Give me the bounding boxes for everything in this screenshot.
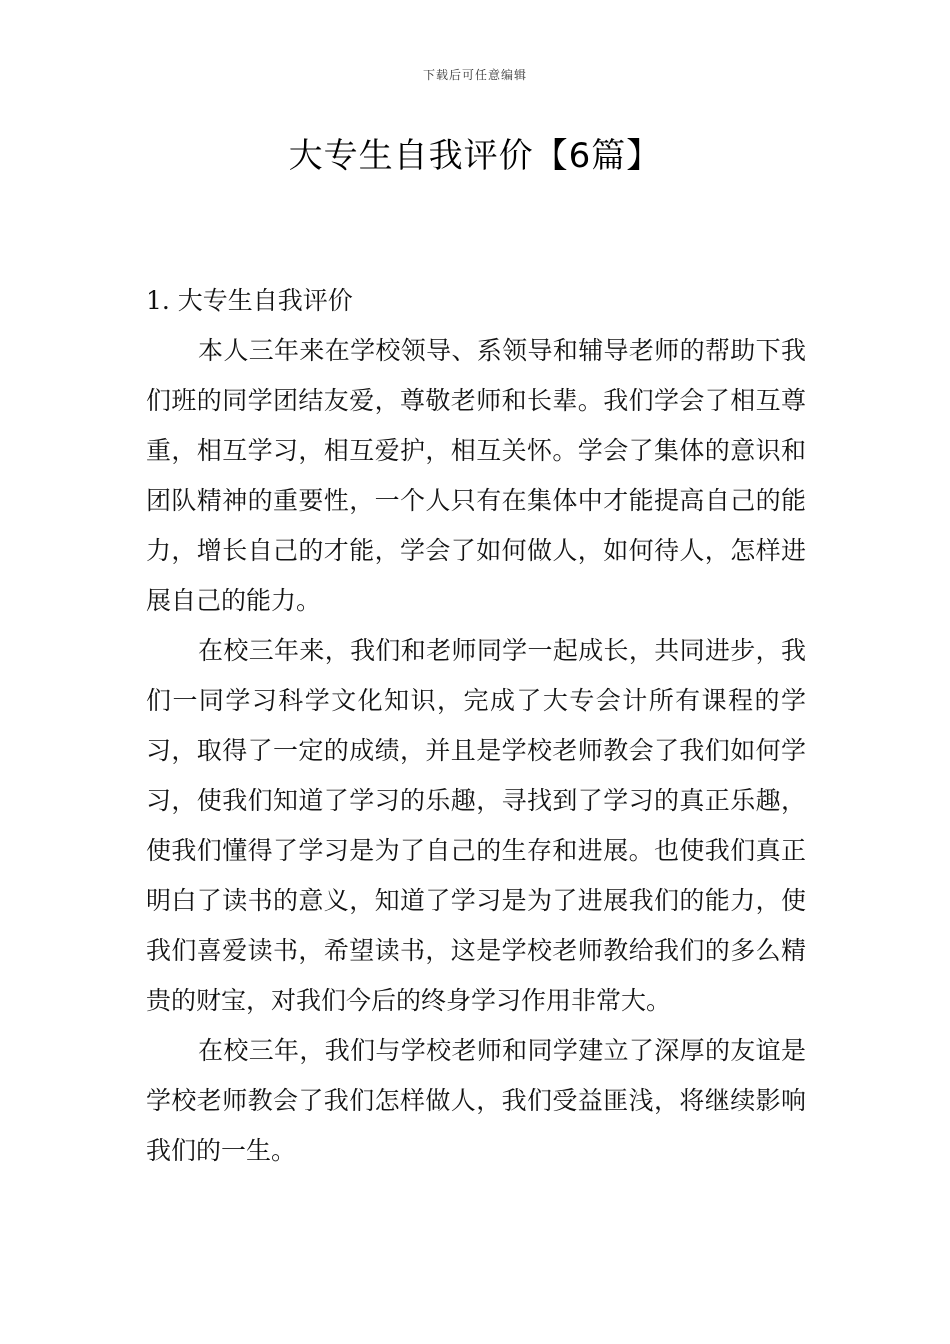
paragraph: 本人三年来在学校领导、系领导和辅导老师的帮助下我们班的同学团结友爱，尊敬老师和长辈。我们学会了相互尊重，相互学习，相互爱护，相互关怀。学会了集体的意识和团队精神的重要性，一个人只有在集体中才能提高自己的能力，增长自己的才能，学会了如何做人，如何待人，怎样进展自己的能力。 [146,336,806,615]
document-body [146,276,806,1176]
section-heading: 1. 大专生自我评价 [146,286,353,315]
paragraph: 在校三年来，我们和老师同学一起成长，共同进步，我们一同学习科学文化知识，完成了大专会计所有课程的学习，取得了一定的成绩，并且是学校老师教会了我们如何学习，使我们知道了学习的乐趣，寻找到了学习的真正乐趣，使我们懂得了学习是为了自己的生存和进展。也使我们真正明白了读书的意义，知道了学习是为了进展我们的能力，使我们喜爱读书，希望读书，这是学校老师教给我们的多么精贵的财宝，对我们今后的终身学习作用非常大。 [146,636,806,1015]
document-title: 大专生自我评价【6篇】 [288,136,662,176]
paragraph: 在校三年，我们与学校老师和同学建立了深厚的友谊是学校老师教会了我们怎样做人，我们受益匪浅，将继续影响我们的一生。 [146,1036,806,1165]
header-note: 下载后可任意编辑 [422,68,527,82]
